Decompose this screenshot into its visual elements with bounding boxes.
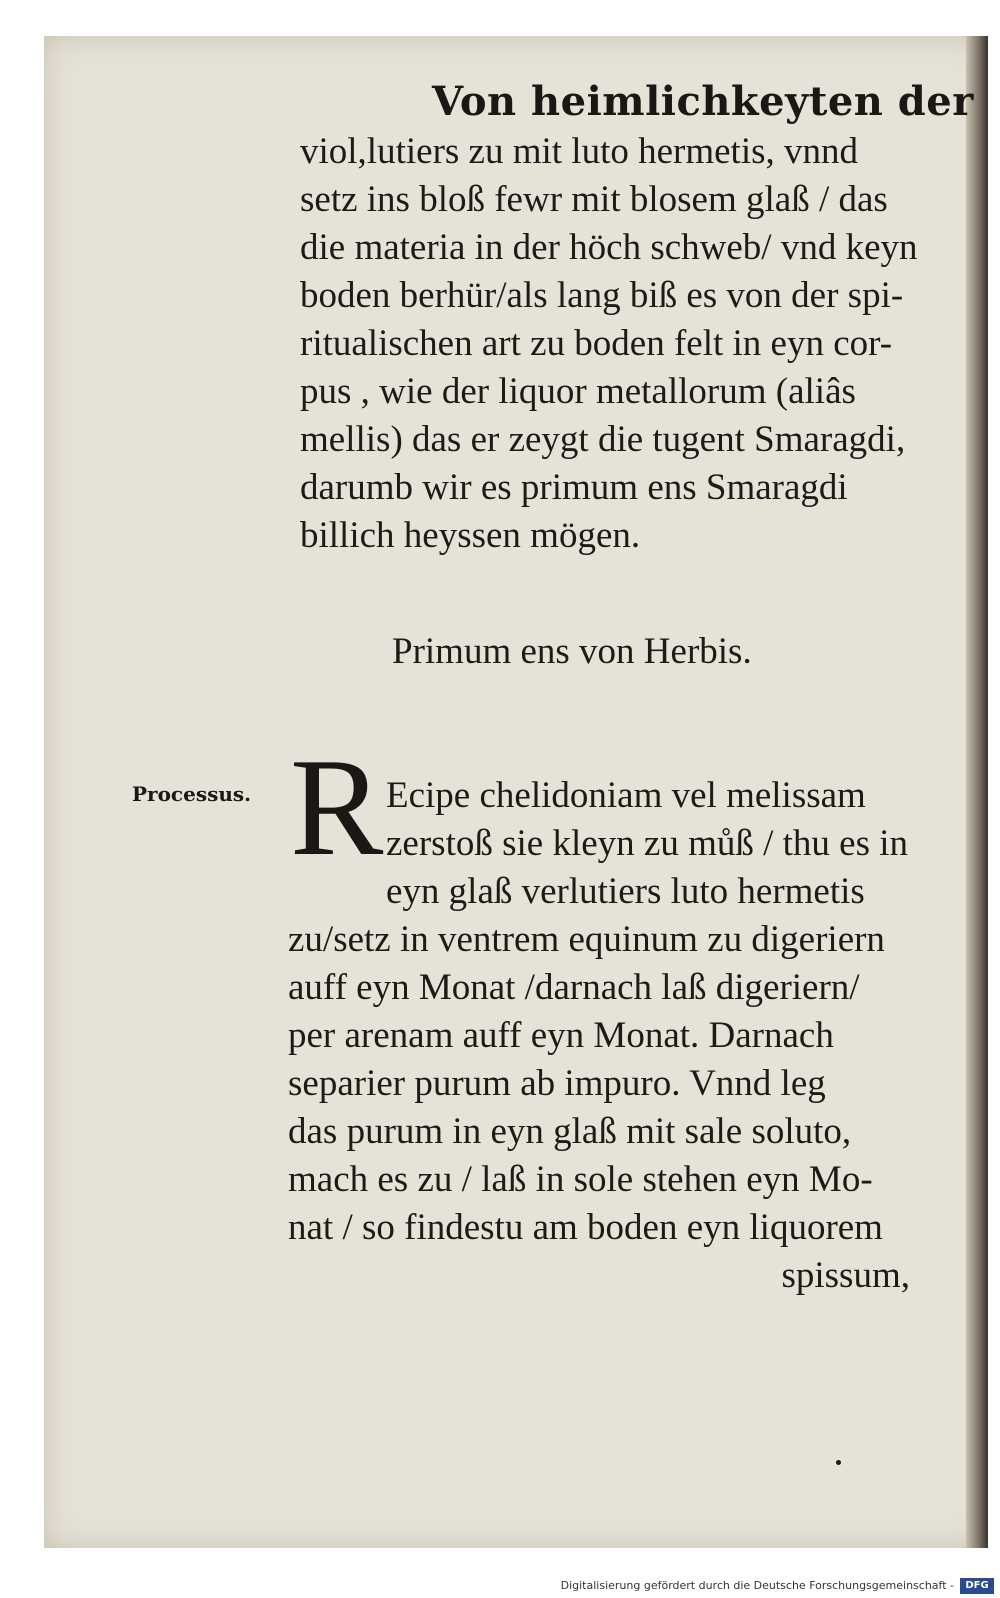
catchword: spissum, [781, 1255, 910, 1296]
text-line: das purum in eyn glaß mit sale soluto, [288, 1111, 852, 1152]
text-line: Ecipe chelidoniam vel melissam [386, 775, 866, 816]
text-line: billich heyssen mögen. [300, 515, 641, 556]
footer-bar [0, 1568, 1000, 1598]
margin-note: Processus. [132, 782, 252, 806]
text-line: zerstoß sie kleyn zu můß / thu es in [386, 823, 909, 864]
text-line: pus , wie der liquor metallorum (aliâs [300, 371, 856, 412]
ink-dot [836, 1460, 841, 1465]
text-line: ritualischen art zu boden felt in eyn cor- [300, 323, 893, 364]
text-line: eyn glaß verlutiers luto hermetis [386, 871, 865, 912]
paragraph-2-indented [386, 772, 926, 916]
dfg-logo-icon: DFG [960, 1578, 994, 1594]
text-line: nat / so findestu am boden eyn liquorem [288, 1207, 883, 1248]
footer-credit: Digitalisierung gefördert durch die Deutsche Forschungsgemeinschaft - [560, 1579, 954, 1592]
text-line: boden berhür/als lang biß es von der spi- [300, 275, 904, 316]
paragraph-2 [288, 916, 928, 1300]
text-line: setz ins bloß fewr mit blosem glaß / das [300, 179, 888, 220]
paragraph-1 [300, 128, 940, 560]
text-line: darumb wir es primum ens Smaragdi [300, 467, 848, 508]
text-line: per arenam auff eyn Monat. Darnach [288, 1015, 834, 1056]
section-heading: Primum ens von Herbis. [392, 631, 752, 672]
text-line: auff eyn Monat /darnach laß digeriern/ [288, 967, 860, 1008]
book-spine [966, 36, 988, 1548]
text-line: die materia in der höch schweb/ vnd keyn [300, 227, 918, 268]
text-line: mach es zu / laß in sole stehen eyn Mo- [288, 1159, 873, 1200]
drop-cap: R [290, 730, 384, 885]
text-line: viol,lutiers zu mit luto hermetis, vnnd [300, 131, 859, 172]
text-line: zu/setz in ventrem equinum zu digeriern [288, 919, 885, 960]
text-line: separier purum ab impuro. Vnnd leg [288, 1063, 826, 1104]
text-line: mellis) das er zeygt die tugent Smaragdi, [300, 419, 906, 460]
running-head: Von heimlichkeyten der [432, 78, 974, 125]
